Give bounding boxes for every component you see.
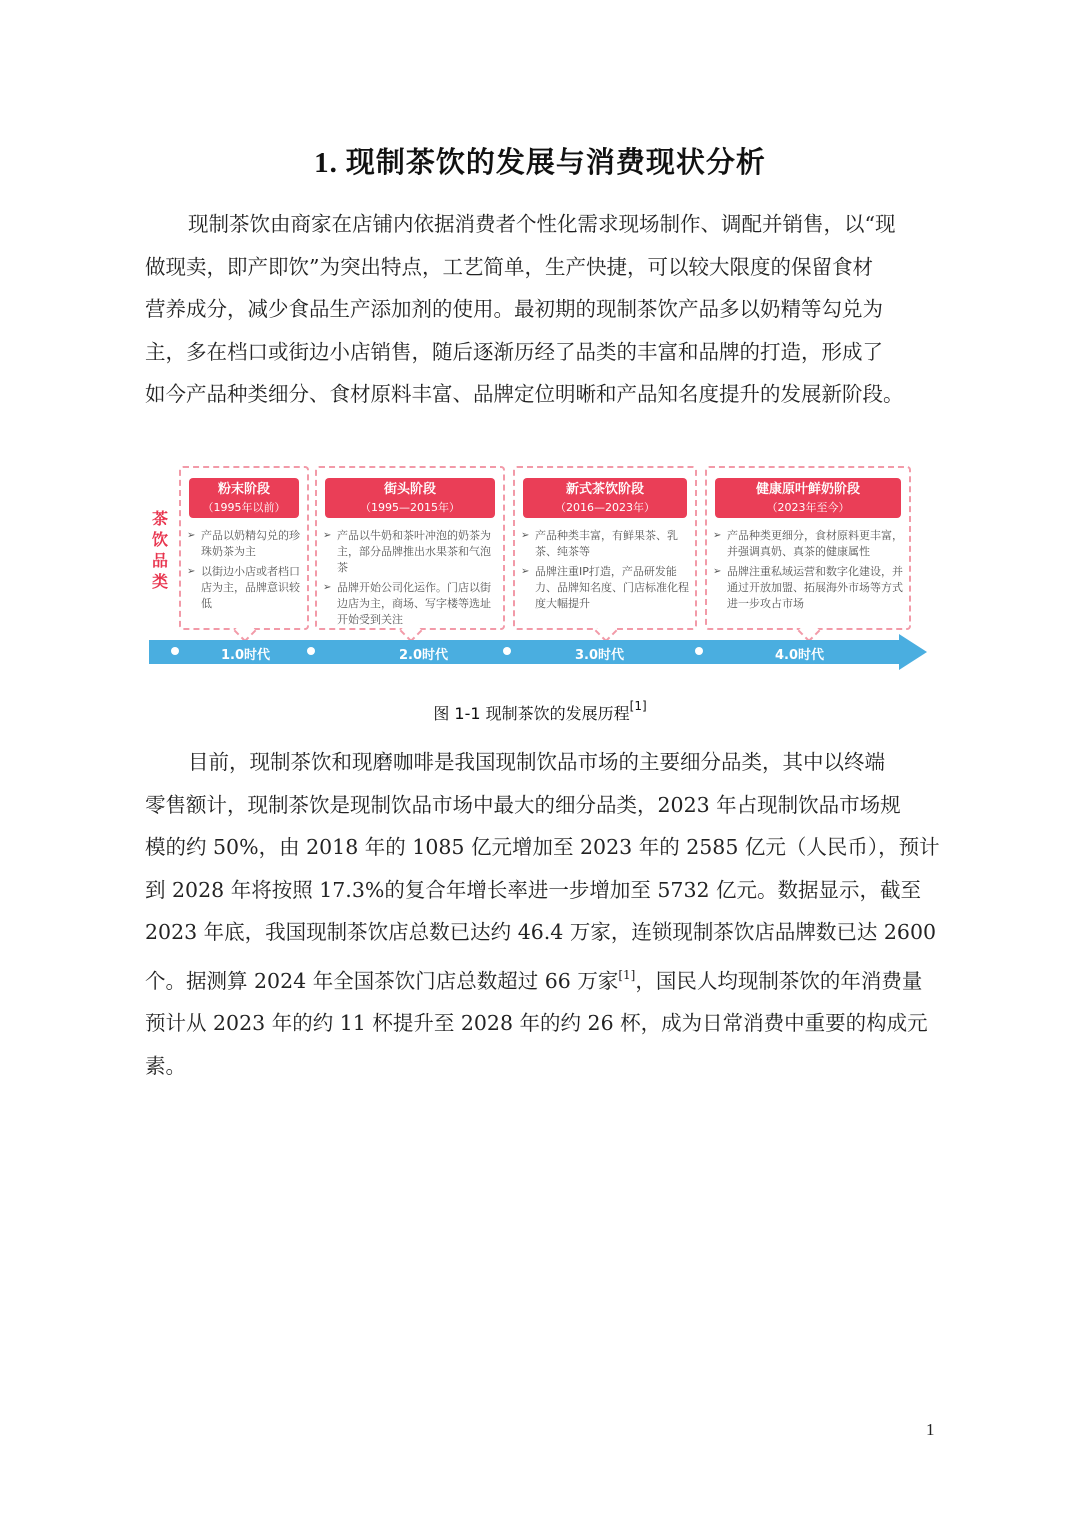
paragraph-line: 现制茶饮由商家在店铺内依据消费者个性化需求现场制作、调配并销售，以“现 (188, 212, 896, 236)
stage-body (323, 528, 497, 632)
paragraph-line: 做现卖，即产即饮”为突出特点，工艺简单，生产快捷，可以较大限度的保留食材 (145, 254, 873, 279)
page-number: 1 (926, 1420, 935, 1439)
section-title: 现制茶饮的发展与消费现状分析 (345, 145, 766, 179)
stage-name: 粉末阶段 (217, 482, 270, 497)
arrow-bullet-icon: ➢ (713, 566, 722, 577)
caption-reference: [1] (629, 699, 647, 713)
stage-name: 健康原叶鲜奶阶段 (755, 482, 860, 497)
paragraph-line: 个。据测算 2024 年全国茶饮门店总数超过 66 万家[1]，国民人均现制茶饮的年消费量 (145, 967, 923, 993)
era-label: 4.0时代 (775, 648, 825, 663)
stage-header (325, 478, 495, 518)
stage-bullet: ➢ 产品以奶精勾兑的珍珠奶茶为主 (187, 529, 300, 558)
stage-bullet: ➢ 产品种类丰富，有鲜果茶、乳茶、纯茶等 (521, 529, 678, 558)
paragraph-line: 模的约 50%，由 2018 年的 1085 亿元增加至 2023 年的 2585 亿元（人民币），预计 (145, 835, 940, 859)
stage-card-street (315, 466, 505, 630)
stage-bullet: ➢ 产品以牛奶和茶叶冲泡的奶茶为主，部分品牌推出水果茶和气泡茶 (323, 529, 491, 574)
stage-period: （1995年以前） (202, 501, 286, 514)
paragraph-line: 如今产品种类细分、食材原料丰富、品牌定位明晰和产品知名度提升的发展新阶段。 (145, 382, 904, 406)
arrow-bullet-icon: ➢ (713, 530, 722, 541)
stage-body (521, 528, 689, 616)
era-label: 3.0时代 (575, 648, 625, 663)
stage-card-new-style (513, 466, 697, 630)
stage-body (713, 528, 903, 616)
paragraph-line: 素。 (145, 1053, 186, 1078)
section-heading (0, 140, 1080, 181)
intro-paragraph (145, 203, 937, 416)
arrow-bullet-icon: ➢ (521, 566, 530, 577)
arrow-bullet-icon: ➢ (187, 566, 196, 577)
stage-bullet: ➢ 品牌注重私域运营和数字化建设，并通过开放加盟、拓展海外市场等方式进一步攻占市场 (713, 565, 903, 610)
stage-header (189, 478, 299, 518)
timeline-arrow (149, 634, 929, 670)
figure-caption (0, 699, 1080, 724)
stage-period: （2023年至今） (766, 501, 850, 514)
arrow-bullet-icon: ➢ (187, 530, 196, 541)
paragraph-line: 预计从 2023 年的约 11 杯提升至 2028 年的约 26 杯，成为日常消费中重要的构成元 (145, 1011, 928, 1035)
stage-body (187, 528, 301, 616)
stage-period: （1995—2015年） (360, 501, 460, 514)
paragraph-line: 营养成分，减少食品生产添加剂的使用。最初期的现制茶饮产品多以奶精等勾兑为 (145, 297, 883, 321)
stage-bullet: ➢ 品牌开始公司化运作。门店以街边店为主，商场、写字楼等选址开始受到关注 (323, 581, 491, 626)
paragraph-line: 2023 年底，我国现制茶饮店总数已达约 46.4 万家，连锁现制茶饮店品牌数已达 2600 (145, 920, 937, 944)
arrow-bullet-icon: ➢ (323, 582, 332, 593)
timeline-dot (503, 647, 511, 655)
stage-bullet: ➢ 品牌注重IP打造，产品研发能力、品牌知名度、门店标准化程度大幅提升 (521, 565, 689, 610)
stage-card-healthy (705, 466, 911, 630)
caption-text: 图 1-1 现制茶饮的发展历程 (433, 704, 630, 723)
stage-header (523, 478, 687, 518)
market-paragraph (145, 741, 940, 1087)
stage-bullet: ➢ 以街边小店或者档口店为主，品牌意识较低 (187, 565, 300, 610)
stage-period: （2016—2023年） (555, 501, 655, 514)
timeline-dot (695, 647, 703, 655)
paragraph-line: 零售额计，现制茶饮是现制饮品市场中最大的细分品类，2023 年占现制饮品市场规 (145, 792, 901, 817)
era-label: 2.0时代 (399, 648, 449, 663)
timeline-dot (171, 647, 179, 655)
stage-card-powder (179, 466, 309, 630)
development-figure (145, 458, 935, 683)
section-number: 1. (314, 147, 338, 179)
citation-reference: [1] (618, 967, 636, 982)
stage-name: 街头阶段 (383, 482, 436, 497)
era-label: 1.0时代 (221, 648, 271, 663)
category-label: 茶饮品类 (151, 509, 168, 591)
timeline-dot (307, 647, 315, 655)
stage-bullet: ➢ 产品种类更细分，食材原料更丰富，并强调真奶、真茶的健康属性 (713, 529, 903, 558)
arrow-bullet-icon: ➢ (521, 530, 530, 541)
paragraph-line: 目前，现制茶饮和现磨咖啡是我国现制饮品市场的主要细分品类，其中以终端 (188, 750, 885, 774)
stage-name: 新式茶饮阶段 (565, 482, 644, 497)
arrow-bullet-icon: ➢ (323, 530, 332, 541)
paragraph-line: 到 2028 年将按照 17.3%的复合年增长率进一步增加至 5732 亿元。数据显示，截至 (145, 877, 922, 902)
paragraph-line: 主，多在档口或街边小店销售，随后逐渐历经了品类的丰富和品牌的打造，形成了 (145, 339, 883, 364)
stage-header (715, 478, 901, 518)
